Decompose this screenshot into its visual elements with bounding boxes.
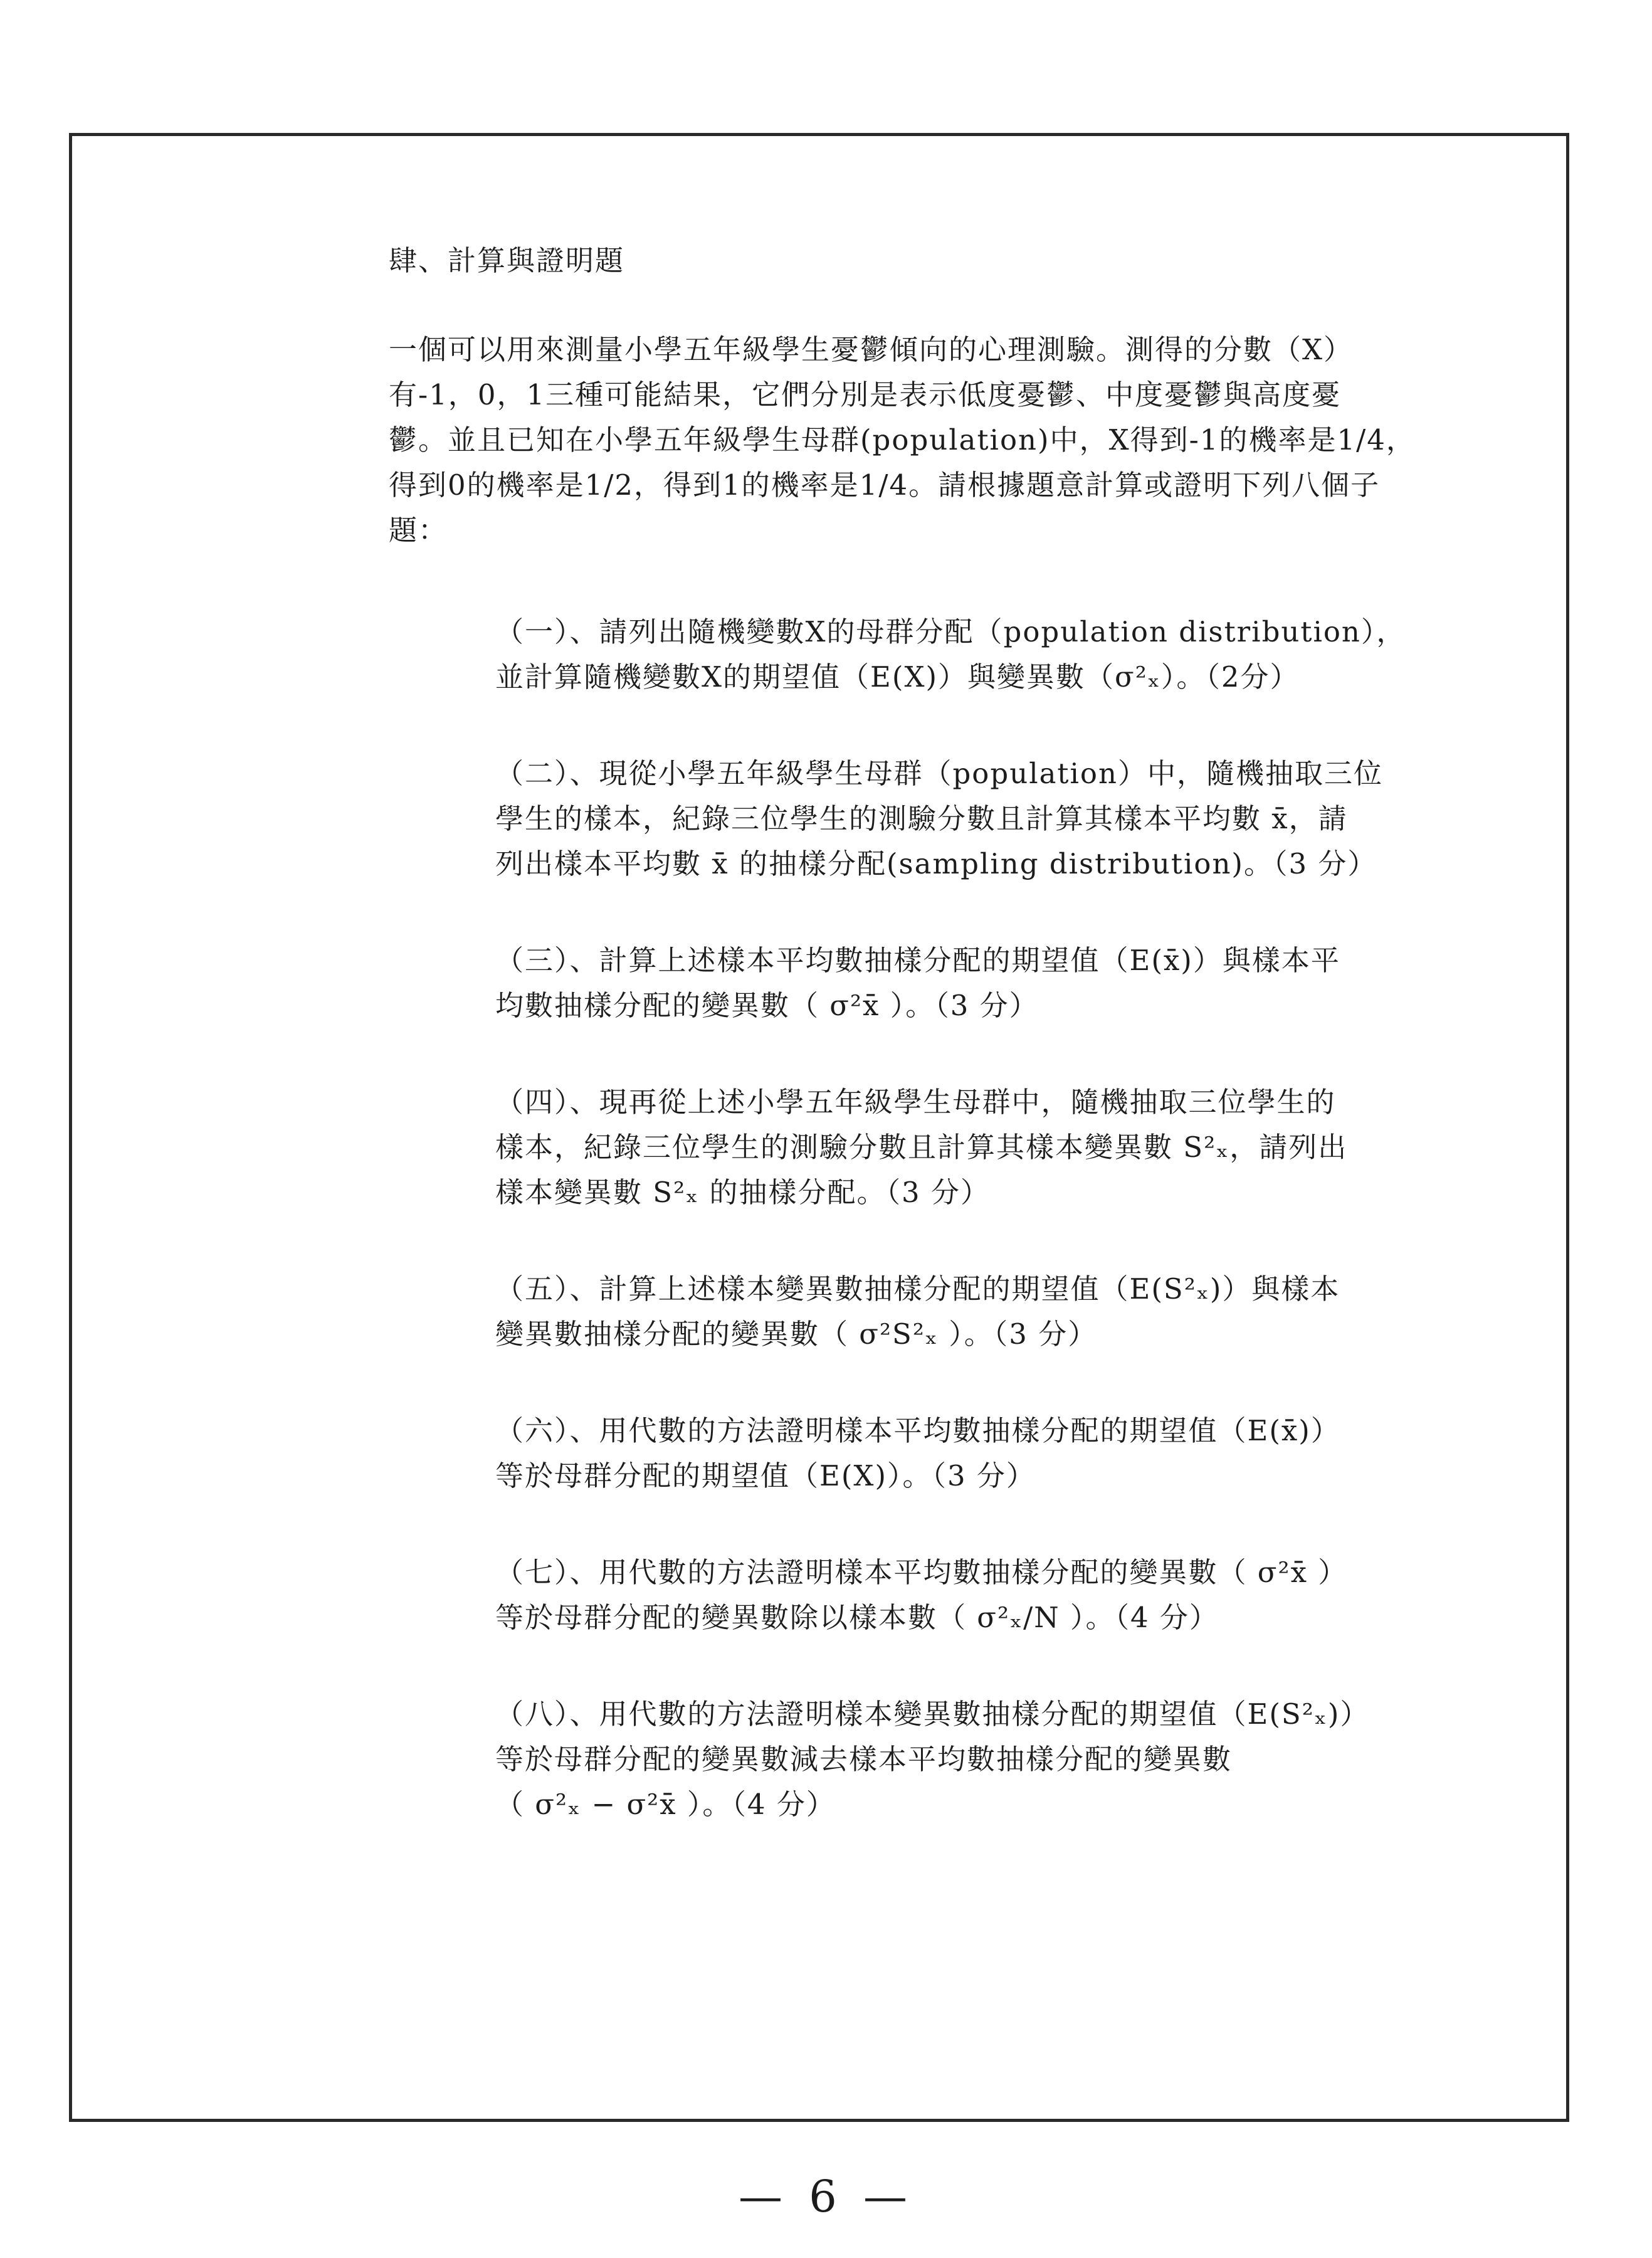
- question-2: [495, 751, 1423, 887]
- question-line: 樣本變異數 S²ₓ 的抽樣分配。（3 分）: [495, 1176, 990, 1209]
- question-4: [495, 1080, 1423, 1215]
- question-6: [495, 1408, 1423, 1499]
- intro-line: 鬱。並且已知在小學五年級學生母群(population)中，X得到-1的機率是1/4，: [389, 423, 1416, 456]
- question-line: （八）、用代數的方法證明樣本變異數抽樣分配的期望值（E(S²ₓ)）: [495, 1697, 1370, 1731]
- exam-content: [389, 238, 1423, 1879]
- question-line: （二）、現從小學五年級學生母群（population）中，隨機抽取三位: [495, 757, 1383, 790]
- question-line: （一）、請列出隨機變數X的母群分配（population distribution），: [495, 615, 1406, 648]
- section-title: 肆、計算與證明題: [389, 244, 625, 277]
- question-line: （六）、用代數的方法證明樣本平均數抽樣分配的期望值（E(x̄)）: [495, 1414, 1340, 1447]
- question-line: 等於母群分配的期望值（E(X)）。（3 分）: [495, 1459, 1036, 1492]
- question-line: 樣本，紀錄三位學生的測驗分數且計算其樣本變異數 S²ₓ，請列出: [495, 1131, 1348, 1164]
- question-line: 列出樣本平均數 x̄ 的抽樣分配(sampling distribution)。（3 分）: [495, 847, 1377, 880]
- question-line: 學生的樣本，紀錄三位學生的測驗分數且計算其樣本平均數 x̄，請: [495, 802, 1348, 835]
- question-line: （三）、計算上述樣本平均數抽樣分配的期望值（E(x̄)）與樣本平: [495, 944, 1340, 977]
- intro-line: 一個可以用來測量小學五年級學生憂鬱傾向的心理測驗。測得的分數（X）: [389, 333, 1354, 366]
- intro-line: 得到0的機率是1/2，得到1的機率是1/4。請根據題意計算或證明下列八個子: [389, 468, 1381, 502]
- question-line: 並計算隨機變數X的期望值（E(X)）與變異數（σ²ₓ）。（2分）: [495, 660, 1300, 694]
- intro-line: 題：: [389, 514, 448, 547]
- page-number: — 6 —: [738, 2171, 914, 2222]
- question-1: [495, 609, 1423, 700]
- intro-line: 有-1，0，1三種可能結果，它們分別是表示低度憂鬱、中度憂鬱與高度憂: [389, 378, 1342, 411]
- question-line: 等於母群分配的變異數減去樣本平均數抽樣分配的變異數: [495, 1743, 1233, 1776]
- question-line: （七）、用代數的方法證明樣本平均數抽樣分配的變異數（ σ²x̄ ）: [495, 1556, 1348, 1589]
- question-line: 均數抽樣分配的變異數（ σ²x̄ ）。（3 分）: [495, 989, 1039, 1022]
- question-7: [495, 1550, 1423, 1640]
- question-8: [495, 1692, 1423, 1827]
- question-line: 變異數抽樣分配的變異數（ σ²S²ₓ ）。（3 分）: [495, 1317, 1098, 1351]
- question-line: 等於母群分配的變異數除以樣本數（ σ²ₓ/N ）。（4 分）: [495, 1601, 1219, 1634]
- question-line: （四）、現再從上述小學五年級學生母群中，隨機抽取三位學生的: [495, 1085, 1336, 1119]
- intro-paragraph: [389, 327, 1423, 553]
- question-line: （ σ²ₓ − σ²x̄ ）。（4 分）: [495, 1788, 836, 1821]
- question-line: （五）、計算上述樣本變異數抽樣分配的期望值（E(S²ₓ)）與樣本: [495, 1272, 1340, 1306]
- question-3: [495, 938, 1423, 1028]
- question-5: [495, 1267, 1423, 1357]
